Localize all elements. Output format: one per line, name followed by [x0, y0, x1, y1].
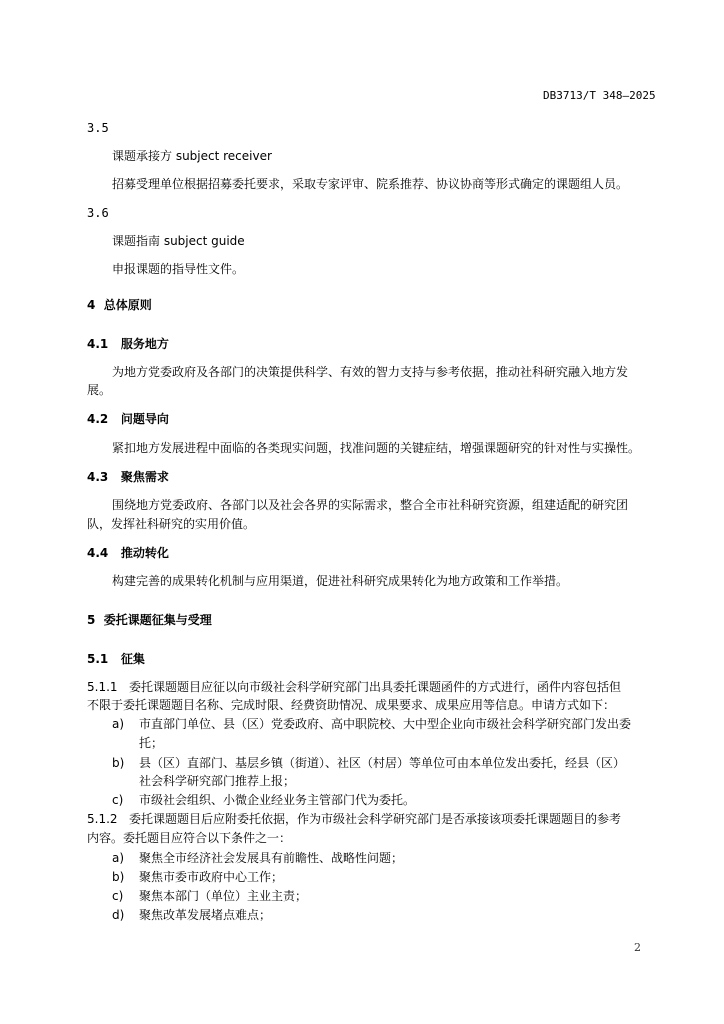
term-subject-receiver: 课题承接方 subject receiver [112, 149, 272, 163]
list-item-line: 社会科学研究部门推荐上报； [139, 774, 296, 788]
clause-heading-4-2 [87, 411, 169, 427]
clause-title: 服务地方 [120, 337, 169, 351]
page-number: 2 [634, 941, 641, 954]
section-title: 总体原则 [103, 298, 152, 312]
section-title: 委托课题征集与受理 [103, 613, 212, 627]
list-item-line: 聚焦全市经济社会发展具有前瞻性、战略性问题； [139, 851, 404, 865]
list-item-line: 聚焦市委市政府中心工作； [139, 870, 284, 884]
paragraph-line: 不限于委托课题题目名称、完成时限、经费资助情况、成果要求、成果应用等信息。申请方式如下： [87, 698, 616, 712]
list-marker: a) [112, 717, 125, 731]
paragraph-line: 展。 [87, 383, 112, 397]
clause-title: 推动转化 [120, 546, 169, 560]
clause-title: 征集 [120, 652, 145, 666]
clause-heading-4-4 [87, 545, 169, 561]
section-heading-4 [87, 297, 152, 313]
clause-number: 4.3 [87, 470, 109, 484]
document-id: DB3713/T 348—2025 [543, 89, 656, 102]
list-item-line: 市级社会组织、小微企业经业务主管部门代为委托。 [139, 793, 416, 807]
list-marker: c) [112, 793, 124, 807]
definition-subject-receiver: 招募受理单位根据招募委托要求，采取专家评审、院系推荐、协议协商等形式确定的课题组人员。 [112, 177, 629, 191]
list-marker: d) [112, 908, 125, 922]
list-marker: b) [112, 756, 125, 770]
clause-number: 4.2 [87, 412, 109, 426]
list-item-line: 聚焦改革发展堵点难点； [139, 908, 272, 922]
clause-title: 聚焦需求 [120, 470, 169, 484]
paragraph-line: 委托课题题目应征以向市级社会科学研究部门出具委托课题函件的方式进行，函件内容包括但 [129, 680, 622, 694]
list-item-line: 县（区）直部门、基层乡镇（街道）、社区（村居）等单位可由本单位发出委托，经县（区） [139, 756, 626, 770]
clause-number: 5.1.2 [87, 812, 118, 826]
clause-number: 5.1 [87, 652, 109, 666]
definition-subject-guide: 申报课题的指导性文件。 [112, 262, 245, 276]
clause-title: 问题导向 [120, 412, 169, 426]
clause-5-1-2-line1 [87, 811, 621, 827]
paragraph-line: 构建完善的成果转化机制与应用渠道，促进社科研究成果转化为地方政策和工作举措。 [112, 574, 569, 588]
list-item-line: 托； [139, 736, 164, 750]
clause-number-3-5: 3.5 [87, 121, 109, 135]
list-item-line: 市直部门单位、县（区）党委政府、高中职院校、大中型企业向市级社会科学研究部门发出委 [139, 717, 632, 731]
clause-heading-4-1 [87, 336, 169, 352]
paragraph-line: 围绕地方党委政府、各部门以及社会各界的实际需求，整合全市社科研究资源，组建适配的研究团 [112, 498, 629, 512]
clause-number: 4.4 [87, 546, 109, 560]
clause-5-1-1-line1 [87, 679, 621, 695]
clause-heading-5-1 [87, 651, 145, 667]
list-item-line: 聚焦本部门（单位）主业主责； [139, 889, 308, 903]
section-heading-5 [87, 612, 212, 628]
section-number: 5 [87, 613, 96, 627]
clause-number: 4.1 [87, 337, 109, 351]
clause-number: 5.1.1 [87, 680, 118, 694]
section-number: 4 [87, 298, 96, 312]
term-subject-guide: 课题指南 subject guide [112, 234, 245, 248]
list-marker: b) [112, 870, 125, 884]
paragraph-line: 为地方党委政府及各部门的决策提供科学、有效的智力支持与参考依据，推动社科研究融入地方发 [112, 365, 629, 379]
paragraph-line: 委托课题题目后应附委托依据，作为市级社会科学研究部门是否承接该项委托课题题目的参考 [129, 812, 622, 826]
clause-number-3-6: 3.6 [87, 206, 109, 220]
list-marker: a) [112, 851, 125, 865]
paragraph-line: 队，发挥社科研究的实用价值。 [87, 517, 256, 531]
list-marker: c) [112, 889, 124, 903]
paragraph-line: 内容。委托题目应符合以下条件之一： [87, 831, 292, 845]
paragraph-line: 紧扣地方发展进程中面临的各类现实问题，找准问题的关键症结，增强课题研究的针对性与实操性。 [112, 441, 641, 455]
clause-heading-4-3 [87, 469, 169, 485]
